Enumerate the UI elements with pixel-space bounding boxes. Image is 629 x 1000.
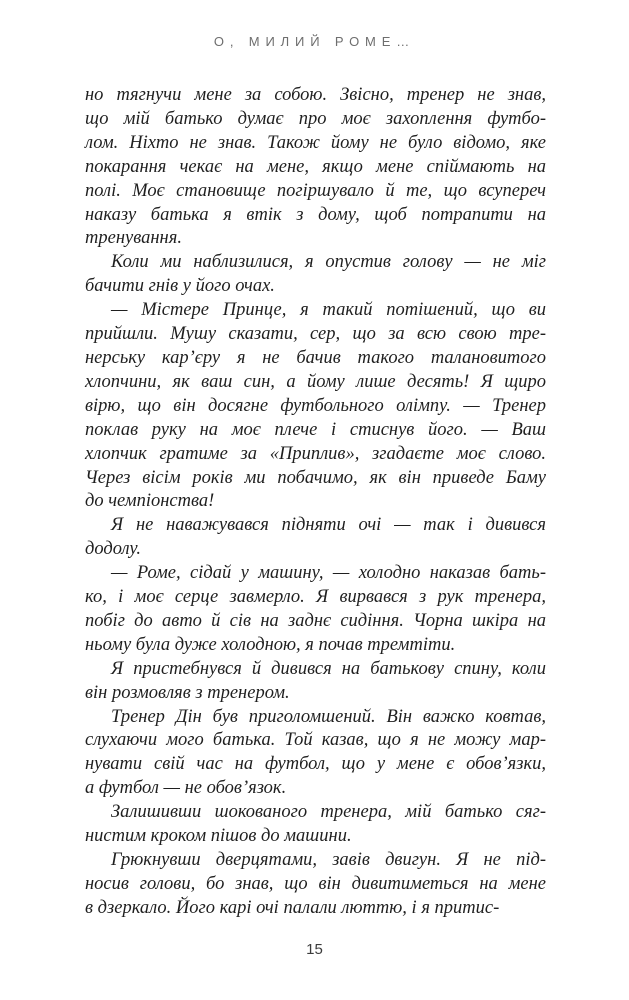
text-line: — Містере Принце, я такий потішений, що ви	[111, 300, 546, 321]
text-line: Грюкнувши дверцятами, завів двигун. Я не під-	[111, 850, 546, 870]
text-line: ньому була дуже холодною, я почав тремтіти.	[85, 634, 456, 655]
text-line: Коли ми наблизилися, я опустив голову — не міг	[111, 252, 546, 273]
text-line: покарання чекає на мене, якщо мене спіймають на	[85, 156, 546, 177]
text-line: Я не наважувався підняти очі — так і дивився	[111, 515, 546, 536]
text-line: слухаючи мого батька. Той казав, що я не можу мар-	[85, 730, 546, 751]
text-line: прийшли. Мушу сказати, сер, що за всю свою тре-	[85, 324, 546, 345]
text-line: лом. Ніхто не знав. Також йому не було відомо, яке	[85, 132, 546, 153]
paragraph	[85, 514, 546, 562]
page-number: 15	[306, 941, 323, 958]
text-line: носив голови, бо знав, що він дивитиметься на мене	[85, 873, 546, 894]
paragraph	[85, 251, 546, 299]
paragraph	[85, 849, 546, 921]
text-line: Тренер Дін був приголомшений. Він важко ковтав,	[111, 706, 546, 727]
text-block	[85, 84, 546, 921]
text-line: Через вісім років ми побачимо, як він приведе Баму	[85, 467, 546, 488]
text-line: Залишивши шокованого тренера, мій батько сяг-	[111, 802, 546, 823]
text-line: хлопчини, як ваш син, а йому лише десять! Я щиро	[85, 371, 546, 392]
text-line: побіг до авто й сів на заднє сидіння. Чорна шкіра на	[85, 610, 546, 631]
text-line: бачити гнів у його очах.	[85, 276, 275, 297]
paragraph	[85, 801, 546, 849]
text-line: нистим кроком пішов до машини.	[85, 826, 352, 847]
text-line: наказу батька я втік з дому, щоб потрапити на	[85, 204, 546, 225]
text-line: нерську кар’єру я не бачив такого талановитого	[85, 347, 546, 368]
text-line: но тягнучи мене за собою. Звісно, тренер не знав,	[85, 85, 546, 105]
text-line: поклав руку на моє плече і стиснув його. — Ваш	[85, 419, 546, 440]
text-line: він розмовляв з тренером.	[85, 682, 290, 703]
text-line: що мій батько думає про моє захоплення футбо-	[85, 108, 546, 129]
text-line: Я пристебнувся й дивився на батькову спину, коли	[111, 658, 546, 679]
paragraph	[85, 706, 546, 802]
text-line: ко, і моє серце завмерло. Я вирвався з рук тренера,	[85, 587, 546, 608]
text-line: вірю, що він досягне футбольного олімпу. — Тренер	[85, 395, 546, 416]
text-line: до чемпіонства!	[85, 491, 215, 512]
text-line: тренування.	[85, 228, 182, 249]
text-line: — Роме, сідай у машину, — холодно наказав бать-	[111, 563, 546, 584]
text-line: хлопчик гратиме за «Приплив», згадаєте моє слово.	[85, 443, 546, 464]
paragraph	[85, 562, 546, 658]
running-header: О, МИЛИЙ РОМЕ…	[213, 34, 416, 49]
text-line: додолу.	[85, 539, 142, 560]
paragraph	[85, 658, 546, 706]
text-line: в дзеркало. Його карі очі палали люттю, і я притис-	[85, 897, 500, 918]
paragraph	[85, 299, 546, 514]
text-line: а футбол — не обов’язок.	[85, 778, 287, 799]
paragraph	[85, 84, 546, 251]
text-line: нувати свій час на футбол, що у мене є обов’язки,	[85, 754, 546, 775]
text-line: полі. Моє становище погіршувало й те, що всупереч	[85, 180, 546, 201]
